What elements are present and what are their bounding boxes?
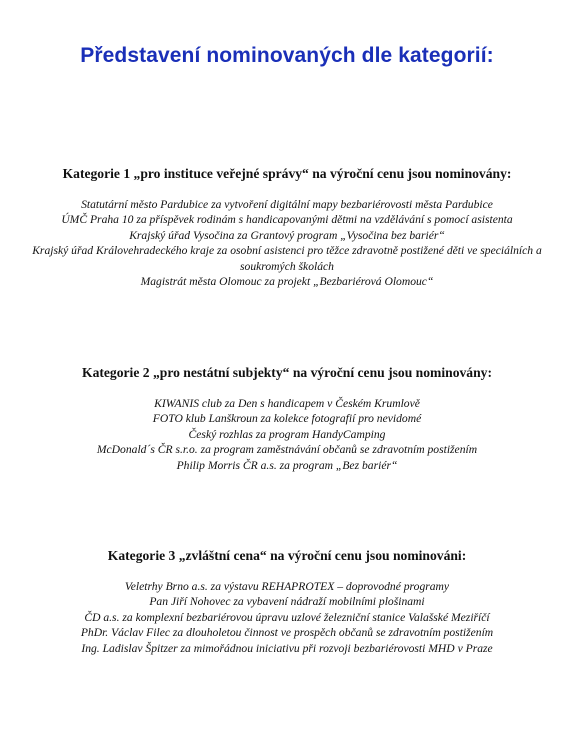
category-1-heading: Kategorie 1 „pro instituce veřejné správy“ na výroční cenu jsou nominovány: bbox=[62, 166, 512, 181]
nominee-item: Krajský úřad Královehradeckého kraje za osobní asistenci pro těžce zdravotně postižené děti ve speciálních a soukromých školách bbox=[32, 244, 542, 273]
nominee-item: Veletrhy Brno a.s. za výstavu REHAPROTEX – doprovodné programy bbox=[124, 580, 450, 593]
nominee-item: ČD a.s. za komplexní bezbariérovou úpravu uzlové železniční stanice Valašské Meziříčí bbox=[84, 610, 490, 624]
nominee-item: FOTO klub Lanškroun za kolekce fotografií pro nevidomé bbox=[152, 412, 422, 426]
category-3-heading: Kategorie 3 „zvláštní cena“ na výroční cenu jsou nominováni: bbox=[107, 548, 467, 563]
nominee-item: Philip Morris ČR a.s. za program „Bez bariér“ bbox=[176, 458, 398, 472]
nominee-item: Český rozhlas za program HandyCamping bbox=[188, 427, 386, 441]
category-2-section bbox=[14, 364, 560, 473]
category-2-nominee-list bbox=[14, 396, 560, 473]
category-3-section bbox=[14, 547, 560, 656]
nominee-item: ÚMČ Praha 10 za příspěvek rodinám s handicapovanými dětmi na vzdělávání s pomocí asistenta bbox=[61, 213, 513, 227]
nominee-item: McDonald´s ČR s.r.o. za program zaměstnávání občanů se zdravotním postižením bbox=[96, 443, 478, 457]
nominee-item: Magistrát města Olomouc za projekt „Bezbariérová Olomouc“ bbox=[140, 275, 434, 289]
nominee-item: KIWANIS club za Den s handicapem v Českém Krumlově bbox=[154, 397, 420, 410]
nominee-item: Statutární město Pardubice za vytvoření digitální mapy bezbariérovosti města Pardubice bbox=[81, 198, 493, 211]
category-2-heading: Kategorie 2 „pro nestátní subjekty“ na výroční cenu jsou nominovány: bbox=[82, 365, 492, 380]
page-title: Představení nominovaných dle kategorií: bbox=[80, 44, 494, 67]
nominee-item: Krajský úřad Vysočina za Grantový program „Vysočina bez bariér“ bbox=[129, 228, 445, 242]
nominee-item: Pan Jiří Nohovec za vybavení nádraží mobilními plošinami bbox=[149, 595, 425, 609]
category-1-section bbox=[14, 165, 560, 289]
nominee-item: PhDr. Václav Filec za dlouholetou činnost ve prospěch občanů se zdravotním postižením bbox=[80, 626, 494, 640]
nominee-item: Ing. Ladislav Špitzer za mimořádnou iniciativu při rozvoji bezbariérovosti MHD v Praze bbox=[81, 641, 493, 655]
category-1-nominee-list bbox=[14, 197, 560, 289]
category-3-nominee-list bbox=[14, 579, 560, 656]
